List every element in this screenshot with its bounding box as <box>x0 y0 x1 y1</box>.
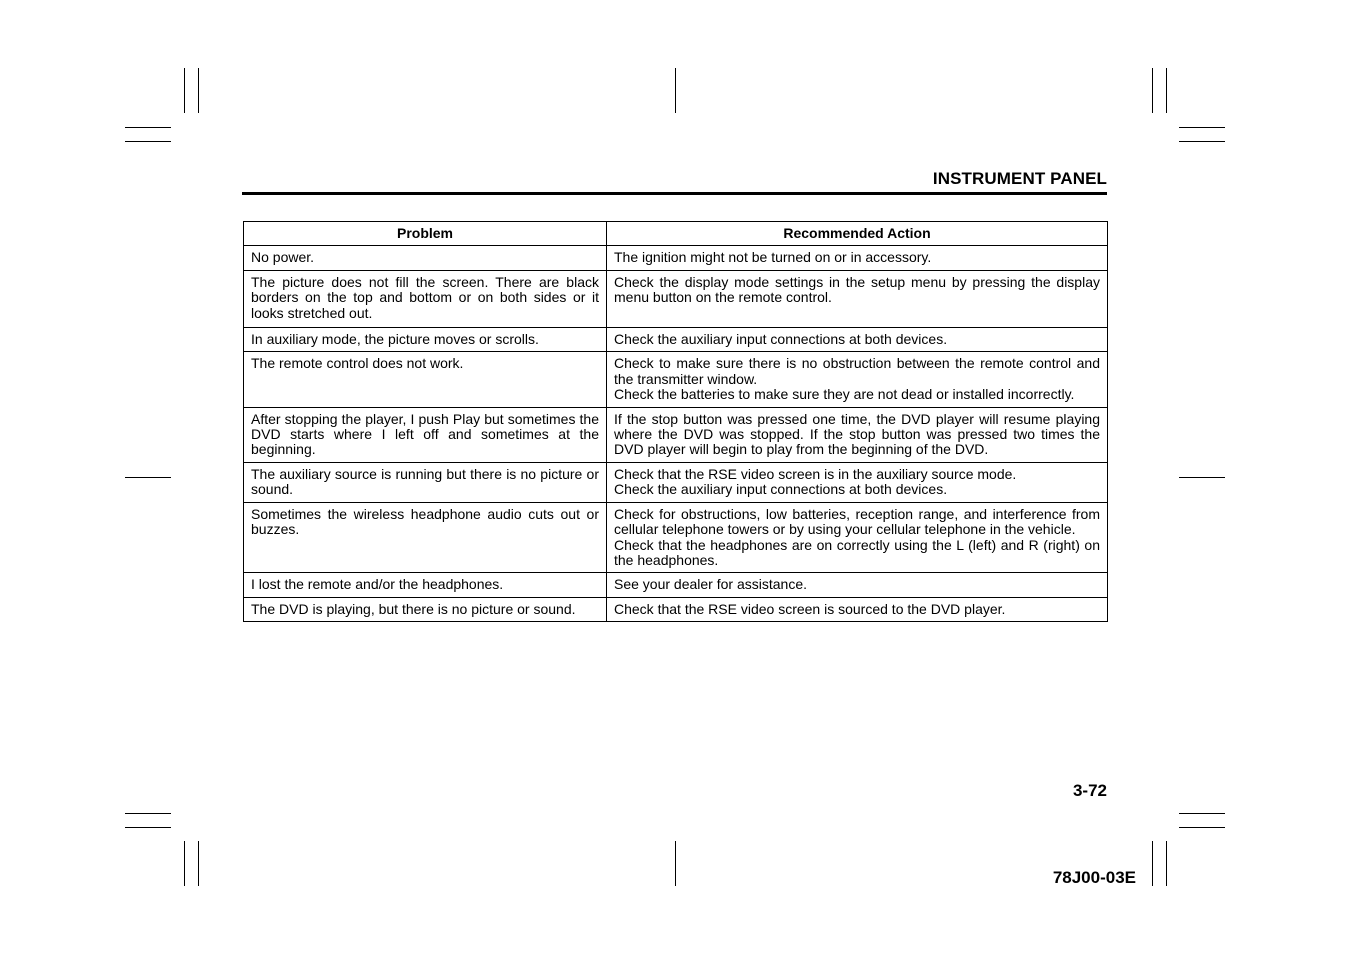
page-number: 3-72 <box>1072 781 1107 800</box>
action-cell <box>607 246 1108 270</box>
crop-mark <box>184 841 185 886</box>
action-line: Check for obstructions, low batteries, reception range, and interference from cellular telephone towers or by using your cellular telephone in the vehicle. <box>614 505 1100 538</box>
action-line: See your dealer for assistance. <box>614 576 807 593</box>
crop-mark <box>125 477 171 478</box>
action-line: Check the batteries to make sure they are not dead or installed incorrectly. <box>614 386 1075 403</box>
table-row <box>244 270 1108 327</box>
document-code: 78J00-03E <box>1052 868 1136 887</box>
crop-mark <box>1179 141 1225 142</box>
action-cell <box>607 502 1108 573</box>
action-line: Check that the RSE video screen is in the auxiliary source mode. <box>614 465 1017 482</box>
crop-mark <box>125 141 171 142</box>
crop-mark <box>198 68 199 113</box>
crop-mark <box>1179 127 1225 128</box>
action-cell <box>607 573 1108 597</box>
problem-cell: The DVD is playing, but there is no picture or sound. <box>244 597 607 621</box>
table-row <box>244 462 1108 502</box>
crop-mark <box>184 68 185 113</box>
action-line: Check the display mode settings in the setup menu by pressing the display menu button on the remote control. <box>614 273 1100 306</box>
problem-cell: Sometimes the wireless headphone audio cuts out or buzzes. <box>244 502 607 573</box>
crop-mark <box>125 127 171 128</box>
crop-mark <box>1152 841 1153 886</box>
table-header-row <box>244 222 1108 246</box>
table-row <box>244 573 1108 597</box>
crop-mark <box>1152 68 1153 113</box>
problem-cell: After stopping the player, I push Play but sometimes the DVD starts where I left off and sometimes at the beginning. <box>244 407 607 462</box>
action-line: The ignition might not be turned on or in accessory. <box>614 249 932 266</box>
crop-mark <box>125 827 171 828</box>
problem-cell: No power. <box>244 246 607 270</box>
action-cell <box>607 270 1108 327</box>
action-cell <box>607 407 1108 462</box>
crop-mark <box>125 813 171 814</box>
title-rule <box>242 192 1107 195</box>
action-cell <box>607 328 1108 352</box>
troubleshooting-table <box>243 221 1108 622</box>
problem-cell: The picture does not fill the screen. There are black borders on the top and bottom or on both sides or it looks stretched out. <box>244 270 607 327</box>
crop-mark <box>1166 841 1167 886</box>
action-cell <box>607 597 1108 621</box>
section-title: INSTRUMENT PANEL <box>932 169 1107 188</box>
action-line: Check the auxiliary input connections at both devices. <box>614 331 948 348</box>
action-line: Check the auxiliary input connections at both devices. <box>614 481 948 498</box>
action-cell <box>607 462 1108 502</box>
crop-mark <box>1166 68 1167 113</box>
action-column-header: Recommended Action <box>607 222 1108 246</box>
problem-cell: The remote control does not work. <box>244 352 607 407</box>
problem-cell: The auxiliary source is running but there is no picture or sound. <box>244 462 607 502</box>
problem-column-header: Problem <box>244 222 607 246</box>
table-row <box>244 407 1108 462</box>
problem-cell: In auxiliary mode, the picture moves or scrolls. <box>244 328 607 352</box>
crop-mark <box>198 841 199 886</box>
crop-mark <box>675 68 676 113</box>
crop-mark <box>675 841 676 886</box>
crop-mark <box>1179 827 1225 828</box>
table-row <box>244 502 1108 573</box>
action-line: Check that the headphones are on correctly using the L (left) and R (right) on the headphones. <box>614 536 1100 568</box>
action-line: Check to make sure there is no obstruction between the remote control and the transmitter window. <box>614 355 1100 387</box>
action-cell <box>607 352 1108 407</box>
problem-cell: I lost the remote and/or the headphones. <box>244 573 607 597</box>
table-row <box>244 328 1108 352</box>
crop-mark <box>1179 477 1225 478</box>
action-line: If the stop button was pressed one time, the DVD player will resume playing where the DVD was stopped. If the stop button was pressed two times the DVD player will begin to play from the beginning of the DVD. <box>614 410 1100 458</box>
table-row <box>244 246 1108 270</box>
table-row <box>244 597 1108 621</box>
table-row <box>244 352 1108 407</box>
action-line: Check that the RSE video screen is sourced to the DVD player. <box>614 600 1006 617</box>
crop-mark <box>1179 813 1225 814</box>
